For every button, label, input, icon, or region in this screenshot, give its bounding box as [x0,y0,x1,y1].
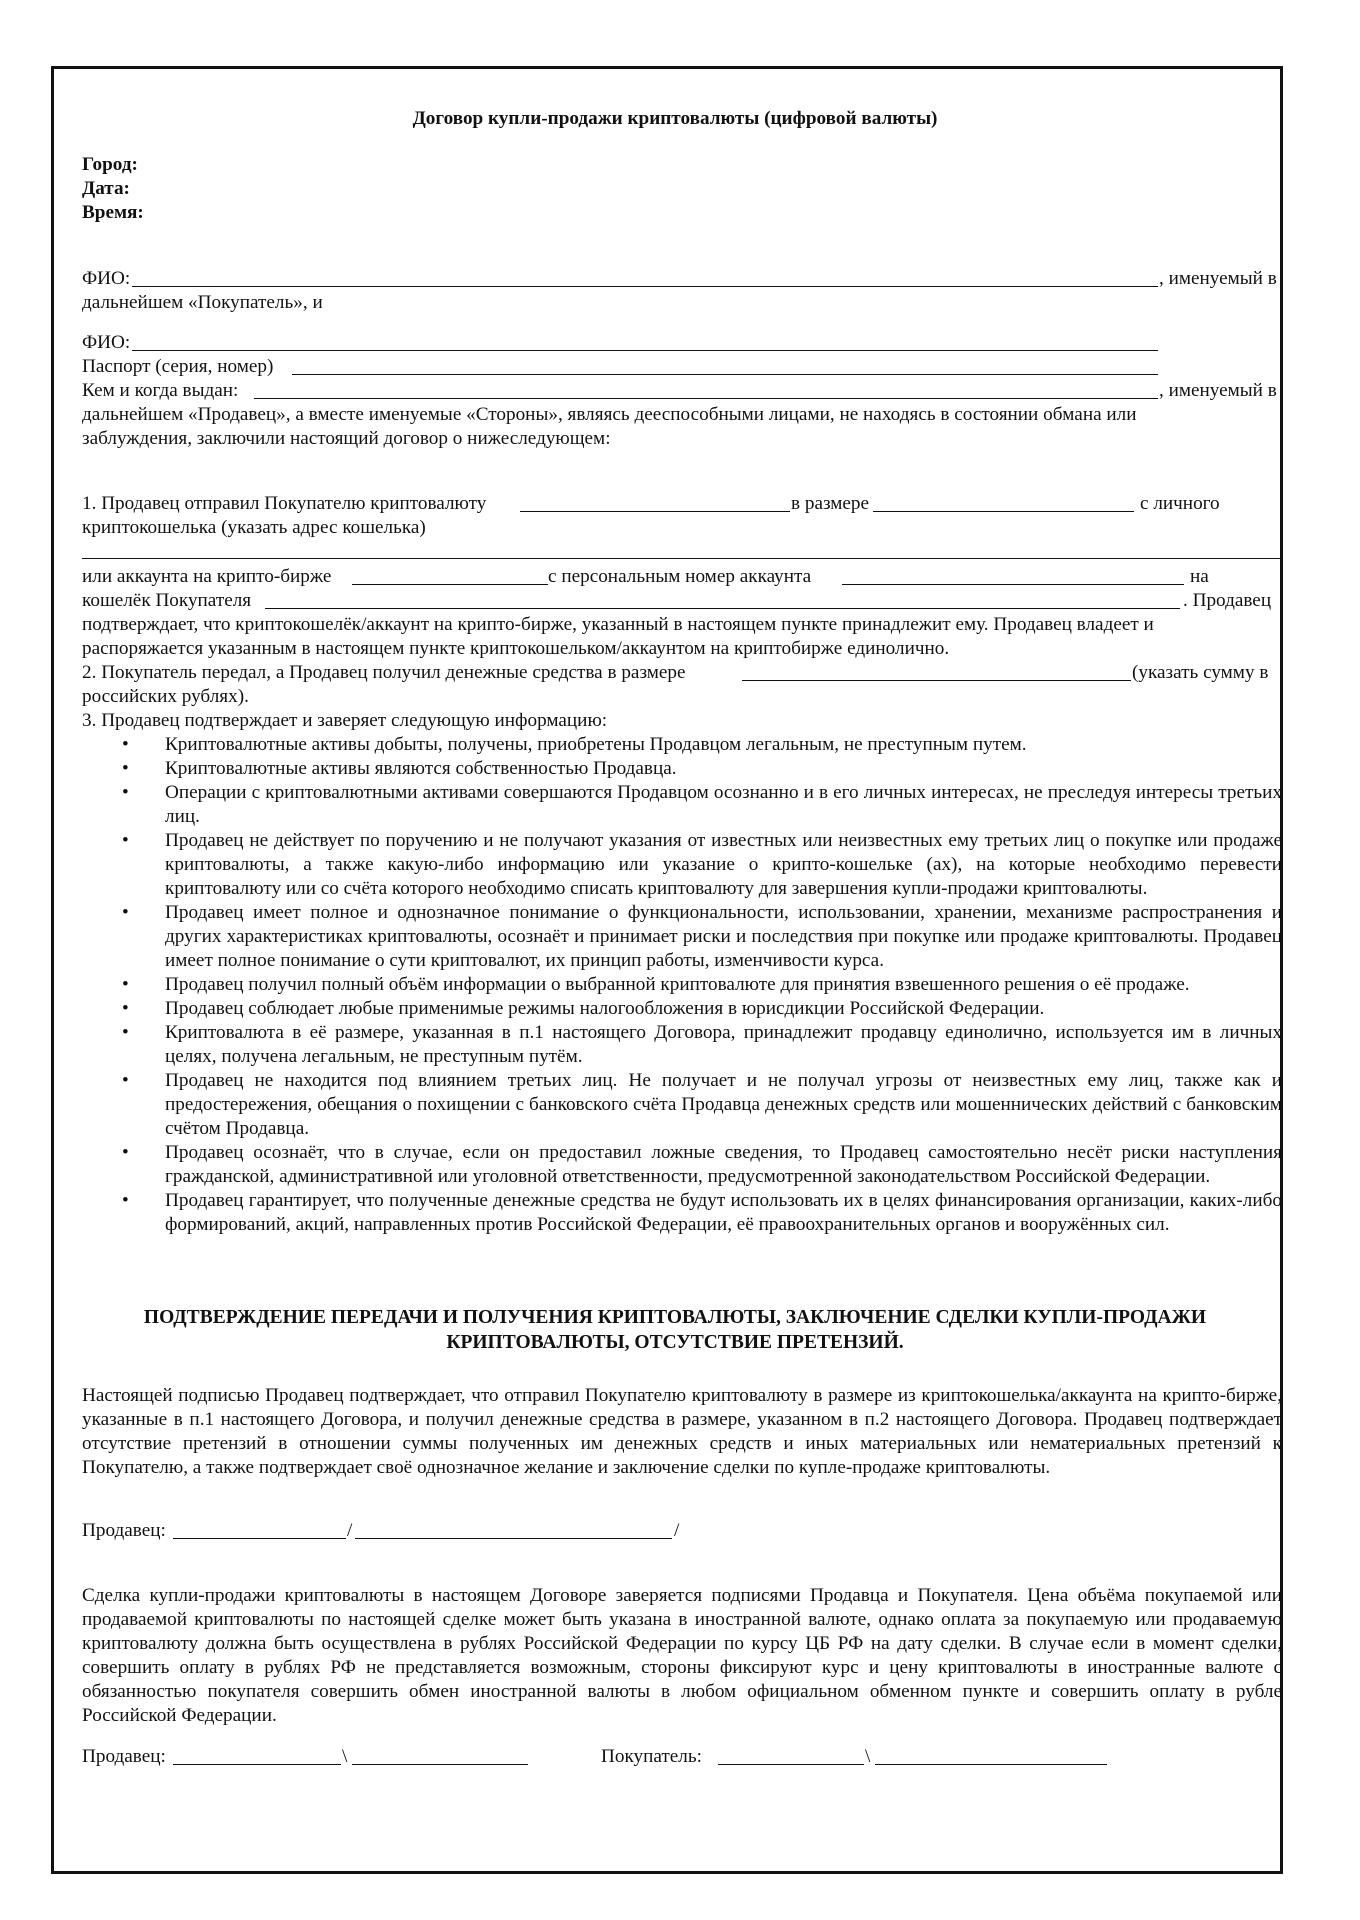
confirmation-paragraph: Настоящей подписью Продавец подтверждает, что отправил Покупателю криптовалюту в размере из криптокошелька/аккаунта на крипто-бирже, указанные в п.1 настоящего Договора, и получил денежные средства в размере, указанном в п.2 настоящего Договора. Продавец подтверждает отсутствие претензий в отношении суммы полученных им денежных средств и иных материальных или нематериальных претензий к Покупателю, а также подтверждает своё однозначное желание и заключение сделки по купле-продаже криптовалюты. [82,1385,1282,1478]
bullet-glyph: • [122,758,129,779]
p1-text-h: кошелёк Покупателя [82,590,252,611]
p3-text: 3. Продавец подтверждает и заверяет следующую информацию: [82,710,608,731]
bullet-glyph: • [122,1022,129,1043]
passport-label: Паспорт (серия, номер) [82,356,274,377]
buyer-fio-label: ФИО: [82,268,131,289]
seller-named-suffix: , именуемый в [1159,380,1277,401]
final-paragraph: Сделка купли-продажи криптовалюты в настоящем Договоре заверяется подписями Продавца и Покупателя. Цена объёма покупаемой или продаваемой криптовалюты по настоящей сделке может быть указана в иностранной валюте, однако оплата за покупаемую или продаваемую криптовалюту должна быть осуществлена в рублях Российской Федерации по курсу ЦБ РФ на дату сделки. В случае если в момент сделки, совершить оплату в рублях РФ не представляется возможным, стороны фиксируют курс и цену криптовалюты в иностранные валюте с обязанностью покупателя совершить обмен иностранной валюты в любом официальном обменном пункте и совершить оплату в рубле Российской Федерации. [82,1585,1282,1726]
confirmation-heading-line2: КРИПТОВАЛЮТЫ, ОТСУТСТВИЕ ПРЕТЕНЗИЙ. [446,1332,904,1353]
p1-text-d: криптокошелька (указать адрес кошелька) [82,517,426,538]
p2-text-a: 2. Покупатель передал, а Продавец получил денежные средства в размере [82,662,686,683]
date-label: Дата: [82,178,130,199]
issued-label: Кем и когда выдан: [82,380,239,401]
crypto-amount-field[interactable] [873,511,1134,512]
warranty-item [82,901,1282,973]
rub-amount-field[interactable] [742,680,1131,681]
p1-text-b: в размере [791,493,870,514]
p2-text-c: российских рублях). [82,686,249,707]
warranty-item [82,781,1282,829]
buyer-wallet-field[interactable] [265,608,1180,609]
warranty-item-text: Криптовалютные активы добыты, получены, приобретены Продавцом легальным, не преступным путем. [165,734,1027,755]
buyer-backslash: \ [865,1746,871,1767]
warranty-item [82,973,1282,997]
signature-slash-end: / [674,1520,680,1541]
buyer-named-suffix: , именуемый в [1159,268,1277,289]
buyer-named-line2: дальнейшем «Покупатель», и [82,292,323,313]
p1-text-f: с персональным номер аккаунта [548,566,812,587]
buyer-signature-field[interactable] [718,1764,864,1765]
city-label: Город: [82,154,138,175]
warranty-item-text: Продавец не действует по поручению и не получают указания от известных или неизвестных ему третьих лиц о покупке или продаже криптовалюты, а также какую-либо информацию или указание о крипто-кошельке (ах), на которые необходимо перевести криптовалюту или со счёта которого необходимо списать криптовалюту для завершения купли-продажи криптовалюты. [165,830,1282,899]
warranty-item-text: Продавец осознаёт, что в случае, если он предоставил ложные сведения, то Продавец самостоятельно несёт риски наступления гражданской, административной или уголовной ответственности, предусмотренной законодательством Российской Федерации. [165,1142,1282,1187]
seller-name-field[interactable] [355,1538,672,1539]
p1-text-a: 1. Продавец отправил Покупателю криптовалюту [82,493,487,514]
warranty-item [82,1189,1282,1237]
bullet-glyph: • [122,974,129,995]
seller-signature-label: Продавец: [82,1520,166,1541]
p1-rest2: распоряжается указанным в настоящем пункте криптокошельком/аккаунтом на криптобирже единолично. [82,638,950,659]
warranty-item-text: Криптовалютные активы являются собственностью Продавца. [165,758,677,779]
bullet-glyph: • [122,734,129,755]
bullet-glyph: • [122,830,129,851]
seller-final-signature-field[interactable] [173,1764,341,1765]
warranty-list [82,733,1282,1237]
bullet-glyph: • [122,1190,129,1211]
p1-text-g: на [1190,566,1209,587]
seller-final-signature-label: Продавец: [82,1746,166,1767]
seller-final-name-field[interactable] [352,1764,528,1765]
signature-slash: / [347,1520,353,1541]
buyer-fio-field[interactable] [132,286,1158,287]
warranty-item-text: Операции с криптовалютными активами совершаются Продавцом осознанно и в его личных интересах, не преследуя интересы третьих лиц. [165,782,1282,827]
passport-field[interactable] [292,374,1158,375]
warranty-item-text: Продавец соблюдает любые применимые режимы налогообложения в юрисдикции Российской Федерации. [165,998,1045,1019]
warranty-item [82,757,1282,781]
crypto-name-field[interactable] [520,511,790,512]
bullet-glyph: • [122,1142,129,1163]
warranty-item [82,1021,1282,1069]
seller-fio-label: ФИО: [82,332,131,353]
wallet-address-field[interactable] [82,558,1282,559]
buyer-signature-label: Покупатель: [601,1746,702,1767]
warranty-item-text: Продавец гарантирует, что полученные денежные средства не будут использовать их в целях финансирования организации, каких-либо формирований, акций, направленных против Российской Федерации, её правоохранительных органов и вооружённых сил. [165,1190,1282,1235]
bullet-glyph: • [122,782,129,803]
buyer-name-field[interactable] [875,1764,1107,1765]
warranty-item-text: Продавец получил полный объём информации о выбранной криптовалюте для принятия взвешенного решения о её продаже. [165,974,1190,995]
warranty-item-text: Криптовалюта в её размере, указанная в п.1 настоящего Договора, принадлежит продавцу единолично, используется им в личных целях, получена легальным, не преступным путём. [165,1022,1282,1067]
seller-named-line3: заблуждения, заключили настоящий договор о нижеследующем: [82,428,611,449]
issued-field[interactable] [254,398,1158,399]
time-label: Время: [82,202,144,223]
p1-rest: подтверждает, что криптокошелёк/аккаунт на крипто-бирже, указанный в настоящем пункте принадлежит ему. Продавец владеет и [82,614,1154,635]
p2-text-b: (указать сумму в [1132,662,1269,683]
warranty-item [82,1141,1282,1189]
exchange-field[interactable] [352,584,548,585]
account-number-field[interactable] [842,584,1184,585]
seller-named-line2: дальнейшем «Продавец», а вместе именуемые «Стороны», являясь дееспособными лицами, не находясь в состоянии обмана или [82,404,1137,425]
confirmation-heading-line1: ПОДТВЕРЖДЕНИЕ ПЕРЕДАЧИ И ПОЛУЧЕНИЯ КРИПТОВАЛЮТЫ, ЗАКЛЮЧЕНИЕ СДЕЛКИ КУПЛИ-ПРОДАЖИ [143,1307,1207,1328]
warranty-item [82,829,1282,901]
seller-signature-field[interactable] [173,1538,346,1539]
seller-fio-field[interactable] [132,350,1158,351]
bullet-glyph: • [122,1070,129,1091]
document-title: Договор купли-продажи криптовалюты (цифровой валюты) [412,108,938,129]
warranty-item [82,997,1282,1021]
warranty-item [82,733,1282,757]
seller-final-backslash: \ [342,1746,348,1767]
bullet-glyph: • [122,998,129,1019]
warranty-item-text: Продавец не находится под влиянием третьих лиц. Не получает и не получал угрозы от неизвестных ему лиц, также как и предостережения, обещания о похищении с банковского счёта Продавца денежных средств или мошеннических действий с банковским счётом Продавца. [165,1070,1282,1139]
bullet-glyph: • [122,902,129,923]
p1-text-c: с личного [1140,493,1220,514]
warranty-item [82,1069,1282,1141]
warranty-item-text: Продавец имеет полное и однозначное понимание о функциональности, использовании, хранении, механизме распространения и других характеристиках криптовалюты, осознаёт и принимает риски и последствия при покупке или продаже криптовалюты. Продавец имеет полное понимание о сути криптовалют, их принцип работы, изменчивости курса. [165,902,1282,971]
p1-text-e: или аккаунта на крипто-бирже [82,566,332,587]
p1-text-i: . Продавец [1183,590,1272,611]
